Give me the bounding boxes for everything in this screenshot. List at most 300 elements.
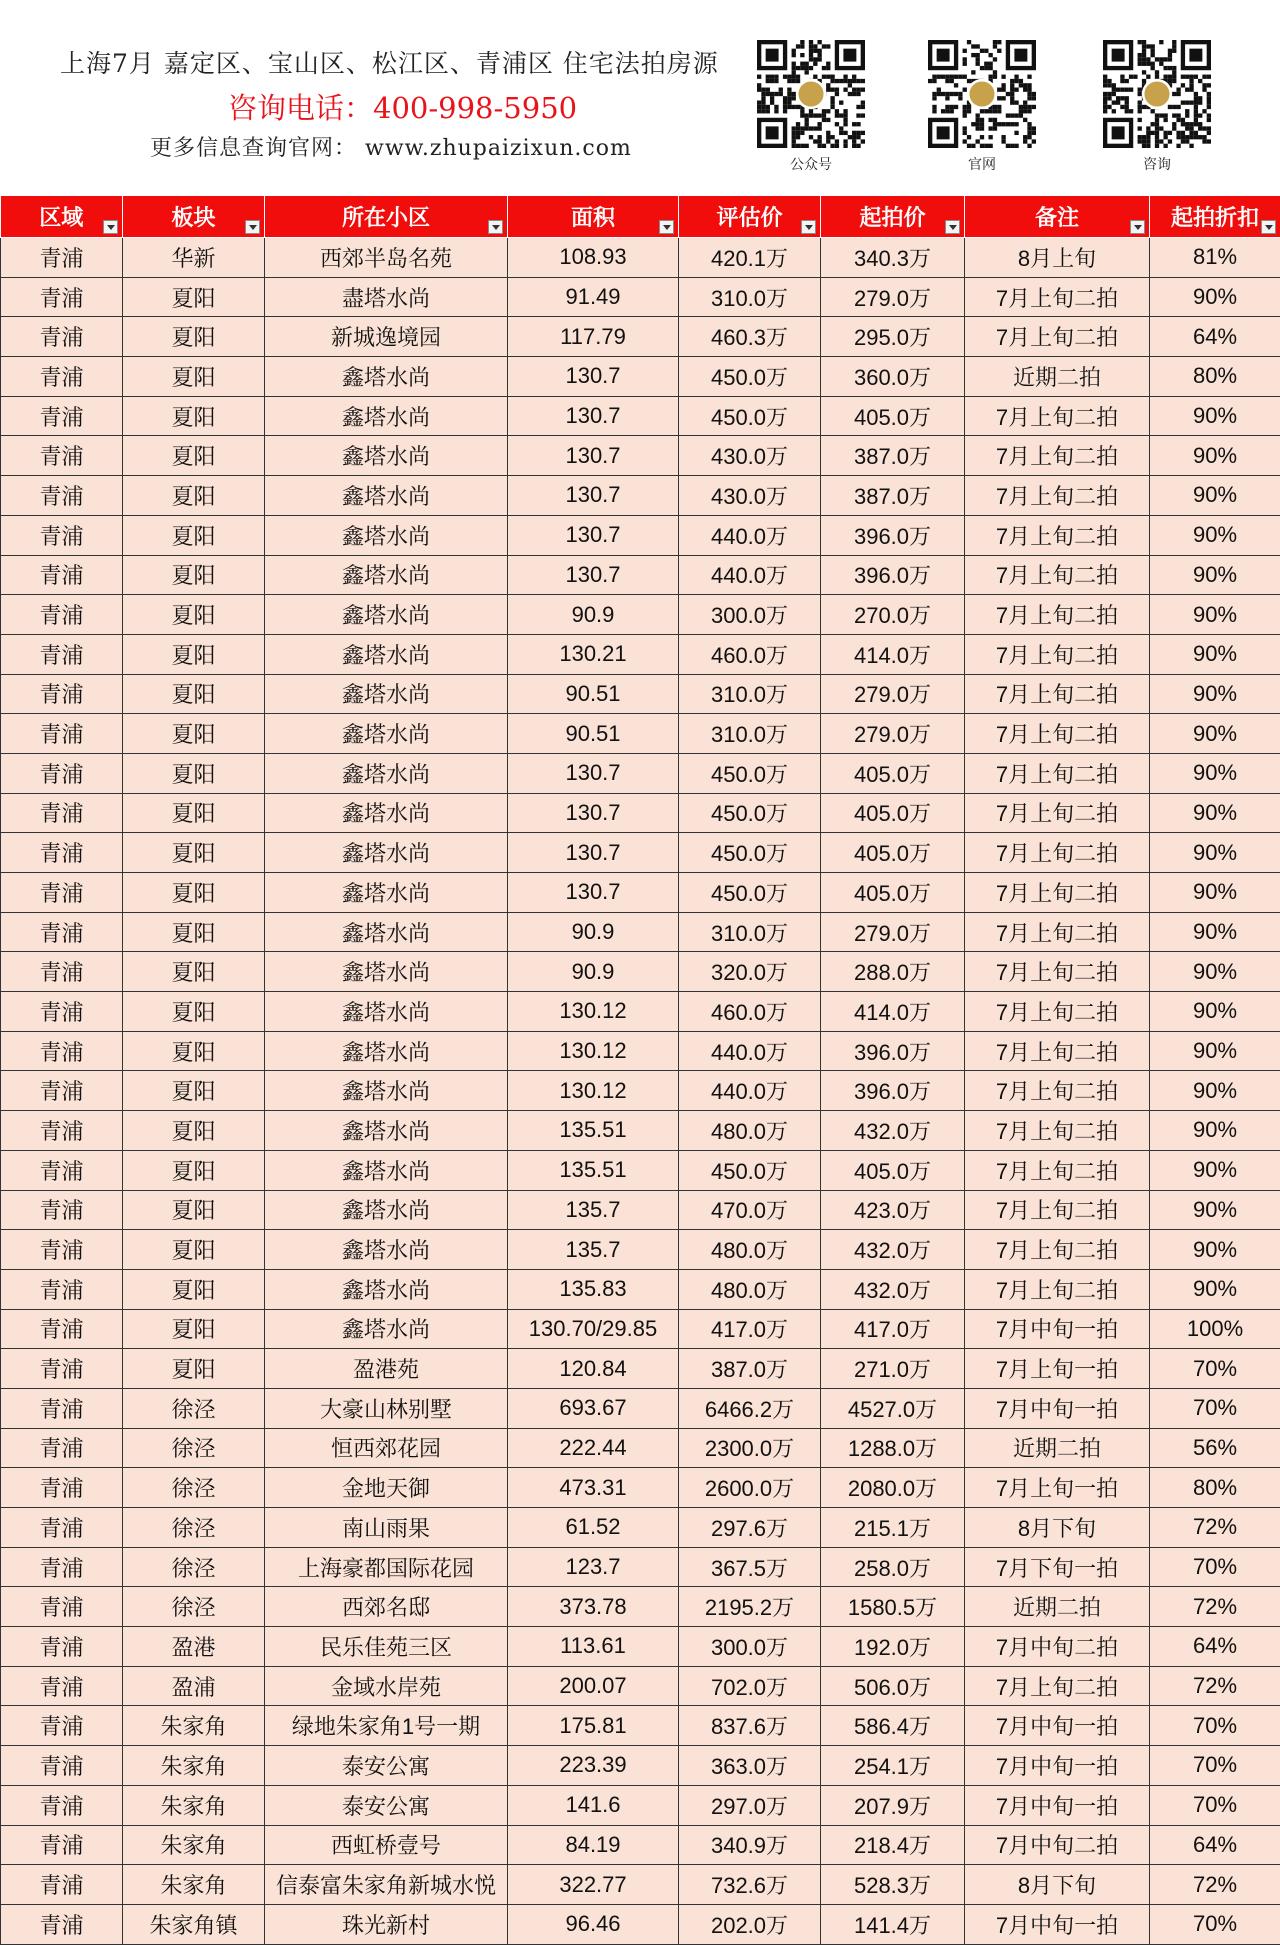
size-cell: 130.7 [508,833,679,873]
appraisal-cell: 460.3万 [679,317,821,357]
table-row [1,1309,1280,1349]
size-cell: 123.7 [508,1547,679,1587]
start-price-cell: 405.0万 [821,396,965,436]
remark-cell: 7月上旬二拍 [965,1150,1150,1190]
size-cell: 120.84 [508,1349,679,1389]
table-row [1,1269,1280,1309]
consult-phone: 咨询电话：400-998-5950 [228,86,577,127]
area-cell: 朱家角 [123,1865,265,1905]
area-cell: 夏阳 [123,753,265,793]
remark-cell: 7月中旬一拍 [965,1904,1150,1944]
district-cell: 青浦 [1,873,123,913]
start-price-cell: 387.0万 [821,476,965,516]
size-cell: 130.7 [508,753,679,793]
district-cell: 青浦 [1,1071,123,1111]
remark-cell: 8月上旬 [965,238,1150,278]
discount-cell: 90% [1150,674,1280,714]
filter-dropdown-icon[interactable] [801,220,816,234]
area-cell: 朱家角 [123,1785,265,1825]
size-cell: 130.7 [508,436,679,476]
community-cell: 西郊名邸 [265,1587,508,1627]
district-cell: 青浦 [1,1508,123,1548]
discount-cell: 90% [1150,634,1280,674]
discount-cell: 70% [1150,1388,1280,1428]
remark-cell: 7月上旬二拍 [965,555,1150,595]
remark-cell: 7月中旬二拍 [965,1627,1150,1667]
size-cell: 473.31 [508,1468,679,1508]
auction-table [0,196,1280,1945]
district-cell: 青浦 [1,317,123,357]
area-cell: 夏阳 [123,1349,265,1389]
size-cell: 135.83 [508,1269,679,1309]
area-cell: 徐泾 [123,1388,265,1428]
table-row [1,1071,1280,1111]
start-price-cell: 1288.0万 [821,1428,965,1468]
start-price-cell: 288.0万 [821,952,965,992]
area-cell: 夏阳 [123,595,265,635]
discount-cell: 90% [1150,833,1280,873]
appraisal-cell: 450.0万 [679,396,821,436]
size-cell: 200.07 [508,1666,679,1706]
table-row [1,1111,1280,1151]
district-cell: 青浦 [1,634,123,674]
community-cell: 鑫塔水尚 [265,1309,508,1349]
table-row [1,714,1280,754]
col-header-size[interactable]: 面积 [508,196,679,238]
district-cell: 青浦 [1,714,123,754]
size-cell: 108.93 [508,238,679,278]
page-header [0,0,1280,196]
area-cell: 夏阳 [123,317,265,357]
discount-cell: 64% [1150,317,1280,357]
qr-code-wechat[interactable] [757,40,869,174]
remark-cell: 7月中旬一拍 [965,1309,1150,1349]
appraisal-cell: 440.0万 [679,1031,821,1071]
table-row [1,873,1280,913]
discount-cell: 90% [1150,396,1280,436]
start-price-cell: 387.0万 [821,436,965,476]
district-cell: 青浦 [1,1269,123,1309]
table-row [1,1785,1280,1825]
remark-cell: 7月上旬二拍 [965,317,1150,357]
remark-cell: 7月上旬二拍 [965,1031,1150,1071]
appraisal-cell: 2300.0万 [679,1428,821,1468]
table-row [1,1706,1280,1746]
appraisal-cell: 420.1万 [679,238,821,278]
community-cell: 鑫塔水尚 [265,912,508,952]
remark-cell: 8月下旬 [965,1508,1150,1548]
discount-cell: 81% [1150,238,1280,278]
table-row [1,1349,1280,1389]
start-price-cell: 396.0万 [821,1031,965,1071]
start-price-cell: 218.4万 [821,1825,965,1865]
discount-cell: 70% [1150,1547,1280,1587]
area-cell: 徐泾 [123,1508,265,1548]
remark-cell: 7月上旬二拍 [965,1190,1150,1230]
discount-cell: 90% [1150,555,1280,595]
discount-cell: 80% [1150,1468,1280,1508]
size-cell: 84.19 [508,1825,679,1865]
filter-dropdown-icon[interactable] [1130,220,1145,234]
filter-dropdown-icon[interactable] [103,220,118,234]
size-cell: 90.9 [508,595,679,635]
appraisal-cell: 440.0万 [679,555,821,595]
remark-cell: 7月中旬一拍 [965,1746,1150,1786]
remark-cell: 7月中旬一拍 [965,1706,1150,1746]
table-row [1,1468,1280,1508]
appraisal-cell: 2600.0万 [679,1468,821,1508]
table-row [1,674,1280,714]
size-cell: 222.44 [508,1428,679,1468]
table-row [1,515,1280,555]
community-cell: 鑫塔水尚 [265,992,508,1032]
table-row [1,396,1280,436]
start-price-cell: 396.0万 [821,515,965,555]
remark-cell: 近期二拍 [965,1587,1150,1627]
community-cell: 珠光新村 [265,1904,508,1944]
discount-cell: 70% [1150,1904,1280,1944]
discount-cell: 90% [1150,1031,1280,1071]
discount-cell: 90% [1150,515,1280,555]
discount-cell: 90% [1150,1071,1280,1111]
table-row [1,1428,1280,1468]
size-cell: 130.7 [508,396,679,436]
appraisal-cell: 480.0万 [679,1269,821,1309]
size-cell: 130.12 [508,1071,679,1111]
table-row [1,833,1280,873]
appraisal-cell: 320.0万 [679,952,821,992]
discount-cell: 90% [1150,476,1280,516]
area-cell: 盈港 [123,1627,265,1667]
discount-cell: 70% [1150,1349,1280,1389]
district-cell: 青浦 [1,436,123,476]
start-price-cell: 340.3万 [821,238,965,278]
appraisal-cell: 450.0万 [679,833,821,873]
appraisal-cell: 480.0万 [679,1230,821,1270]
community-cell: 南山雨果 [265,1508,508,1548]
table-row [1,1150,1280,1190]
discount-cell: 90% [1150,1230,1280,1270]
district-cell: 青浦 [1,1111,123,1151]
col-header-district[interactable]: 区域 [1,196,123,238]
start-price-cell: 586.4万 [821,1706,965,1746]
area-cell: 夏阳 [123,1031,265,1071]
discount-cell: 70% [1150,1706,1280,1746]
community-cell: 鑫塔水尚 [265,1269,508,1309]
start-price-cell: 417.0万 [821,1309,965,1349]
qr-caption-website: 官网 [928,154,1036,174]
district-cell: 青浦 [1,1547,123,1587]
discount-cell: 64% [1150,1627,1280,1667]
size-cell: 90.51 [508,674,679,714]
district-cell: 青浦 [1,277,123,317]
page-title: 上海7月 嘉定区、宝山区、松江区、青浦区 住宅法拍房源 [60,44,730,80]
appraisal-cell: 460.0万 [679,634,821,674]
discount-cell: 90% [1150,1111,1280,1151]
qr-consult-icon [1103,40,1211,148]
table-header-row [1,196,1280,238]
community-cell: 鑫塔水尚 [265,793,508,833]
district-cell: 青浦 [1,793,123,833]
community-cell: 民乐佳苑三区 [265,1627,508,1667]
remark-cell: 7月上旬二拍 [965,1071,1150,1111]
table-row [1,1388,1280,1428]
table-row [1,238,1280,278]
community-cell: 鑫塔水尚 [265,674,508,714]
remark-cell: 7月中旬一拍 [965,1388,1150,1428]
qr-caption-wechat: 公众号 [757,154,865,174]
size-cell: 693.67 [508,1388,679,1428]
area-cell: 夏阳 [123,793,265,833]
community-cell: 金地天御 [265,1468,508,1508]
area-cell: 夏阳 [123,1111,265,1151]
size-cell: 223.39 [508,1746,679,1786]
appraisal-cell: 837.6万 [679,1706,821,1746]
area-cell: 朱家角 [123,1825,265,1865]
district-cell: 青浦 [1,555,123,595]
district-cell: 青浦 [1,992,123,1032]
col-header-appraisal[interactable]: 评估价 [679,196,821,238]
start-price-cell: 405.0万 [821,793,965,833]
district-cell: 青浦 [1,1785,123,1825]
size-cell: 135.7 [508,1190,679,1230]
appraisal-cell: 340.9万 [679,1825,821,1865]
area-cell: 夏阳 [123,833,265,873]
area-cell: 徐泾 [123,1587,265,1627]
size-cell: 117.79 [508,317,679,357]
size-cell: 90.9 [508,952,679,992]
start-price-cell: 279.0万 [821,674,965,714]
start-price-cell: 279.0万 [821,912,965,952]
table-row [1,317,1280,357]
table-row [1,277,1280,317]
table-body [1,238,1280,1945]
area-cell: 盈浦 [123,1666,265,1706]
appraisal-cell: 6466.2万 [679,1388,821,1428]
community-cell: 鑫塔水尚 [265,1150,508,1190]
discount-cell: 90% [1150,436,1280,476]
discount-cell: 90% [1150,1269,1280,1309]
community-cell: 鑫塔水尚 [265,1071,508,1111]
appraisal-cell: 450.0万 [679,1150,821,1190]
community-cell: 鑫塔水尚 [265,476,508,516]
start-price-cell: 4527.0万 [821,1388,965,1428]
community-cell: 鑫塔水尚 [265,555,508,595]
area-cell: 夏阳 [123,1190,265,1230]
start-price-cell: 254.1万 [821,1746,965,1786]
start-price-cell: 396.0万 [821,555,965,595]
discount-cell: 90% [1150,1150,1280,1190]
discount-cell: 90% [1150,595,1280,635]
start-price-cell: 405.0万 [821,833,965,873]
start-price-cell: 215.1万 [821,1508,965,1548]
remark-cell: 7月上旬一拍 [965,1349,1150,1389]
discount-cell: 72% [1150,1865,1280,1905]
community-cell: 西虹桥壹号 [265,1825,508,1865]
qr-website-icon [928,40,1036,148]
col-header-start-price[interactable]: 起拍价 [821,196,965,238]
size-cell: 130.12 [508,1031,679,1071]
filter-dropdown-icon[interactable] [1261,220,1276,234]
size-cell: 135.51 [508,1111,679,1151]
community-cell: 鑫塔水尚 [265,1230,508,1270]
table-row [1,1666,1280,1706]
remark-cell: 7月上旬二拍 [965,436,1150,476]
appraisal-cell: 310.0万 [679,912,821,952]
discount-cell: 64% [1150,1825,1280,1865]
appraisal-cell: 363.0万 [679,1746,821,1786]
col-header-community[interactable]: 所在小区 [265,196,508,238]
start-price-cell: 396.0万 [821,1071,965,1111]
size-cell: 130.7 [508,357,679,397]
area-cell: 夏阳 [123,873,265,913]
remark-cell: 7月下旬一拍 [965,1547,1150,1587]
discount-cell: 90% [1150,992,1280,1032]
appraisal-cell: 310.0万 [679,277,821,317]
district-cell: 青浦 [1,1865,123,1905]
district-cell: 青浦 [1,952,123,992]
remark-cell: 7月上旬二拍 [965,714,1150,754]
filter-dropdown-icon[interactable] [945,220,960,234]
area-cell: 夏阳 [123,952,265,992]
discount-cell: 100% [1150,1309,1280,1349]
table-row [1,1230,1280,1270]
community-cell: 新城逸境园 [265,317,508,357]
community-cell: 大豪山林别墅 [265,1388,508,1428]
table-row [1,476,1280,516]
community-cell: 盡塔水尚 [265,277,508,317]
remark-cell: 7月上旬二拍 [965,595,1150,635]
size-cell: 373.78 [508,1587,679,1627]
community-cell: 鑫塔水尚 [265,436,508,476]
appraisal-cell: 450.0万 [679,357,821,397]
appraisal-cell: 480.0万 [679,1111,821,1151]
district-cell: 青浦 [1,753,123,793]
appraisal-cell: 450.0万 [679,753,821,793]
district-cell: 青浦 [1,674,123,714]
district-cell: 青浦 [1,1388,123,1428]
district-cell: 青浦 [1,1349,123,1389]
table-row [1,992,1280,1032]
community-cell: 上海豪都国际花园 [265,1547,508,1587]
district-cell: 青浦 [1,1904,123,1944]
community-cell: 鑫塔水尚 [265,357,508,397]
remark-cell: 7月上旬二拍 [965,476,1150,516]
filter-dropdown-icon[interactable] [488,220,503,234]
filter-dropdown-icon[interactable] [245,220,260,234]
qr-caption-consult: 咨询 [1103,154,1211,174]
filter-dropdown-icon[interactable] [659,220,674,234]
community-cell: 鑫塔水尚 [265,515,508,555]
area-cell: 夏阳 [123,1150,265,1190]
table-row [1,912,1280,952]
size-cell: 175.81 [508,1706,679,1746]
col-header-discount[interactable]: 起拍折扣 [1150,196,1280,238]
table-row [1,1904,1280,1944]
area-cell: 朱家角 [123,1706,265,1746]
district-cell: 青浦 [1,1666,123,1706]
size-cell: 91.49 [508,277,679,317]
area-cell: 徐泾 [123,1468,265,1508]
size-cell: 130.7 [508,555,679,595]
area-cell: 夏阳 [123,1230,265,1270]
community-cell: 鑫塔水尚 [265,833,508,873]
remark-cell: 7月上旬二拍 [965,833,1150,873]
size-cell: 130.70/29.85 [508,1309,679,1349]
start-price-cell: 258.0万 [821,1547,965,1587]
table-row [1,1587,1280,1627]
area-cell: 夏阳 [123,357,265,397]
district-cell: 青浦 [1,912,123,952]
table-row [1,753,1280,793]
community-cell: 鑫塔水尚 [265,753,508,793]
start-price-cell: 432.0万 [821,1111,965,1151]
remark-cell: 7月上旬二拍 [965,1230,1150,1270]
area-cell: 夏阳 [123,1071,265,1111]
appraisal-cell: 367.5万 [679,1547,821,1587]
area-cell: 夏阳 [123,436,265,476]
col-header-area[interactable]: 板块 [123,196,265,238]
appraisal-cell: 297.0万 [679,1785,821,1825]
area-cell: 朱家角镇 [123,1904,265,1944]
district-cell: 青浦 [1,476,123,516]
remark-cell: 7月上旬二拍 [965,515,1150,555]
start-price-cell: 423.0万 [821,1190,965,1230]
size-cell: 90.9 [508,912,679,952]
start-price-cell: 295.0万 [821,317,965,357]
qr-code-website[interactable] [928,40,1040,174]
start-price-cell: 270.0万 [821,595,965,635]
area-cell: 夏阳 [123,992,265,1032]
discount-cell: 72% [1150,1587,1280,1627]
community-cell: 信泰富朱家角新城水悦 [265,1865,508,1905]
size-cell: 130.7 [508,793,679,833]
size-cell: 90.51 [508,714,679,754]
area-cell: 夏阳 [123,277,265,317]
col-header-remark[interactable]: 备注 [965,196,1150,238]
appraisal-cell: 300.0万 [679,1627,821,1667]
appraisal-cell: 702.0万 [679,1666,821,1706]
community-cell: 鑫塔水尚 [265,873,508,913]
discount-cell: 90% [1150,277,1280,317]
size-cell: 113.61 [508,1627,679,1667]
discount-cell: 90% [1150,912,1280,952]
table-row [1,1547,1280,1587]
remark-cell: 7月上旬二拍 [965,277,1150,317]
start-price-cell: 432.0万 [821,1230,965,1270]
discount-cell: 56% [1150,1428,1280,1468]
district-cell: 青浦 [1,1627,123,1667]
start-price-cell: 405.0万 [821,1150,965,1190]
discount-cell: 80% [1150,357,1280,397]
remark-cell: 7月上旬一拍 [965,1468,1150,1508]
appraisal-cell: 460.0万 [679,992,821,1032]
table-row [1,595,1280,635]
start-price-cell: 414.0万 [821,992,965,1032]
district-cell: 青浦 [1,1468,123,1508]
start-price-cell: 528.3万 [821,1865,965,1905]
table-row [1,1825,1280,1865]
district-cell: 青浦 [1,1309,123,1349]
size-cell: 130.7 [508,515,679,555]
qr-code-consult[interactable] [1103,40,1215,174]
appraisal-cell: 300.0万 [679,595,821,635]
district-cell: 青浦 [1,833,123,873]
appraisal-cell: 440.0万 [679,515,821,555]
district-cell: 青浦 [1,1031,123,1071]
start-price-cell: 141.4万 [821,1904,965,1944]
appraisal-cell: 470.0万 [679,1190,821,1230]
